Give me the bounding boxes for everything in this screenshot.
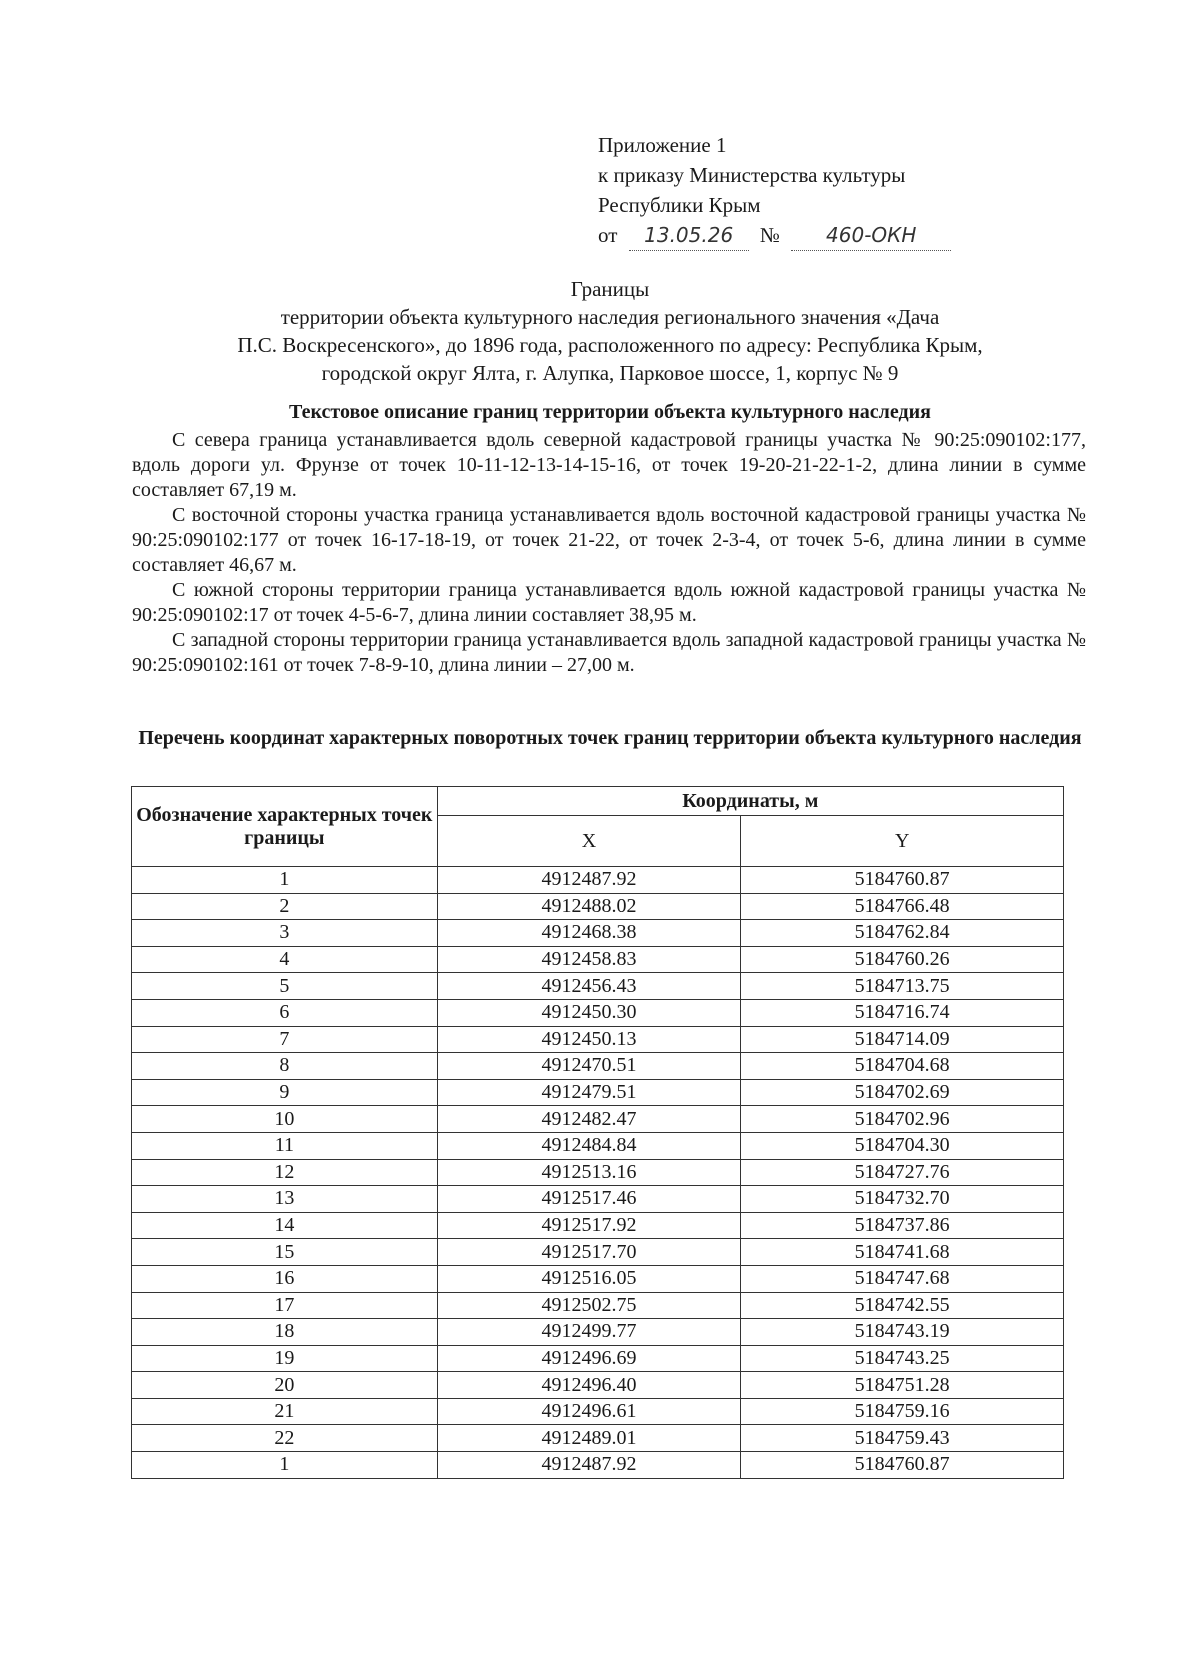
y-coordinate-cell: 5184727.76 (741, 1159, 1064, 1186)
x-coordinate-cell: 4912517.70 (437, 1239, 741, 1266)
point-cell: 16 (132, 1265, 438, 1292)
x-coordinate-cell: 4912479.51 (437, 1079, 741, 1106)
y-coordinate-cell: 5184737.86 (741, 1212, 1064, 1239)
x-coordinate-cell: 4912517.92 (437, 1212, 741, 1239)
table-row (132, 1053, 1064, 1080)
y-coordinate-cell: 5184747.68 (741, 1265, 1064, 1292)
x-coordinate-cell: 4912487.92 (437, 867, 741, 894)
x-coordinate-cell: 4912517.46 (437, 1186, 741, 1213)
y-coordinate-cell: 5184714.09 (741, 1026, 1064, 1053)
x-coordinate-cell: 4912496.69 (437, 1345, 741, 1372)
point-cell: 10 (132, 1106, 438, 1133)
y-coordinate-cell: 5184760.87 (741, 867, 1064, 894)
y-coordinate-cell: 5184716.74 (741, 999, 1064, 1026)
y-coordinate-cell: 5184751.28 (741, 1372, 1064, 1399)
title-line-1: Границы (570, 277, 650, 301)
appendix-block (598, 130, 957, 251)
table-row (132, 1186, 1064, 1213)
x-coordinate-cell: 4912499.77 (437, 1319, 741, 1346)
appendix-line-3: Республики Крым (598, 193, 761, 217)
x-coordinate-cell: 4912516.05 (437, 1265, 741, 1292)
header-y: Y (741, 816, 1064, 867)
table-row (132, 1106, 1064, 1133)
point-cell: 17 (132, 1292, 438, 1319)
x-coordinate-cell: 4912496.61 (437, 1398, 741, 1425)
table-row (132, 1452, 1064, 1479)
x-coordinate-cell: 4912458.83 (437, 946, 741, 973)
point-cell: 8 (132, 1053, 438, 1080)
appendix-date-line (598, 220, 957, 251)
x-coordinate-cell: 4912496.40 (437, 1372, 741, 1399)
y-coordinate-cell: 5184732.70 (741, 1186, 1064, 1213)
point-cell: 4 (132, 946, 438, 973)
table-row (132, 999, 1064, 1026)
table-row (132, 867, 1064, 894)
x-coordinate-cell: 4912450.13 (437, 1026, 741, 1053)
point-cell: 15 (132, 1239, 438, 1266)
point-cell: 12 (132, 1159, 438, 1186)
table-row (132, 1026, 1064, 1053)
coords-heading: Перечень координат характерных поворотных точек границ территории объекта культурного наследия (138, 727, 1082, 749)
document-title (120, 275, 1100, 387)
number-prefix: № (759, 223, 780, 247)
y-coordinate-cell: 5184759.43 (741, 1425, 1064, 1452)
point-cell: 20 (132, 1372, 438, 1399)
point-cell: 1 (132, 867, 438, 894)
order-number-handwritten: 460-ОКН (791, 220, 951, 251)
y-coordinate-cell: 5184760.87 (741, 1452, 1064, 1479)
table-row (132, 1265, 1064, 1292)
x-coordinate-cell: 4912502.75 (437, 1292, 741, 1319)
table-row (132, 920, 1064, 947)
description-text (132, 428, 1086, 678)
x-coordinate-cell: 4912450.30 (437, 999, 741, 1026)
point-cell: 7 (132, 1026, 438, 1053)
point-cell: 3 (132, 920, 438, 947)
point-cell: 9 (132, 1079, 438, 1106)
description-paragraph-west: С западной стороны территории граница устанавливается вдоль западной кадастровой границы участка № 90:25:090102:161 от точек 7-8-9-10, длина линии – 27,00 м. (132, 629, 1086, 676)
y-coordinate-cell: 5184762.84 (741, 920, 1064, 947)
appendix-line-1: Приложение 1 (598, 133, 727, 157)
table-row (132, 1319, 1064, 1346)
table-row (132, 1132, 1064, 1159)
point-cell: 19 (132, 1345, 438, 1372)
table-row (132, 1425, 1064, 1452)
table-row (132, 973, 1064, 1000)
point-cell: 2 (132, 893, 438, 920)
table-row (132, 893, 1064, 920)
x-coordinate-cell: 4912513.16 (437, 1159, 741, 1186)
point-cell: 6 (132, 999, 438, 1026)
coordinates-table-body (132, 867, 1064, 1479)
description-paragraph-north: С севера граница устанавливается вдоль северной кадастровой границы участка № 90:25:090102:177, вдоль дороги ул. Фрунзе от точек 10-11-12-13-14-15-16, от точек 19-20-21-22-1-2, длина линии в сумме составляет 67,19 м. (132, 429, 1086, 501)
order-date-handwritten: 13.05.26 (629, 220, 749, 251)
x-coordinate-cell: 4912482.47 (437, 1106, 741, 1133)
y-coordinate-cell: 5184743.25 (741, 1345, 1064, 1372)
point-cell: 5 (132, 973, 438, 1000)
table-row (132, 1345, 1064, 1372)
table-row (132, 1239, 1064, 1266)
header-coordinates: Координаты, м (437, 787, 1063, 816)
table-row (132, 1212, 1064, 1239)
point-cell: 21 (132, 1398, 438, 1425)
y-coordinate-cell: 5184713.75 (741, 973, 1064, 1000)
y-coordinate-cell: 5184702.96 (741, 1106, 1064, 1133)
header-x: X (437, 816, 741, 867)
title-line-4: городской округ Ялта, г. Алупка, Парковое шоссе, 1, корпус № 9 (321, 361, 899, 385)
appendix-line-2: к приказу Министерства культуры (598, 163, 906, 187)
point-cell: 22 (132, 1425, 438, 1452)
x-coordinate-cell: 4912456.43 (437, 973, 741, 1000)
table-row (132, 946, 1064, 973)
title-line-2: территории объекта культурного наследия регионального значения «Дача (280, 305, 940, 329)
point-cell: 13 (132, 1186, 438, 1213)
y-coordinate-cell: 5184759.16 (741, 1398, 1064, 1425)
x-coordinate-cell: 4912488.02 (437, 893, 741, 920)
header-points: Обозначение характерных точек границы (132, 787, 438, 867)
table-row (132, 1079, 1064, 1106)
date-prefix: от (598, 223, 618, 247)
y-coordinate-cell: 5184742.55 (741, 1292, 1064, 1319)
y-coordinate-cell: 5184702.69 (741, 1079, 1064, 1106)
y-coordinate-cell: 5184766.48 (741, 893, 1064, 920)
description-heading: Текстовое описание границ территории объекта культурного наследия (289, 401, 931, 423)
x-coordinate-cell: 4912470.51 (437, 1053, 741, 1080)
table-row (132, 1372, 1064, 1399)
point-cell: 1 (132, 1452, 438, 1479)
title-line-3: П.С. Воскресенского», до 1896 года, расположенного по адресу: Республика Крым, (237, 333, 983, 357)
x-coordinate-cell: 4912484.84 (437, 1132, 741, 1159)
x-coordinate-cell: 4912468.38 (437, 920, 741, 947)
y-coordinate-cell: 5184704.30 (741, 1132, 1064, 1159)
coordinates-table (131, 786, 1064, 1479)
y-coordinate-cell: 5184743.19 (741, 1319, 1064, 1346)
point-cell: 11 (132, 1132, 438, 1159)
table-row (132, 1292, 1064, 1319)
y-coordinate-cell: 5184704.68 (741, 1053, 1064, 1080)
point-cell: 14 (132, 1212, 438, 1239)
point-cell: 18 (132, 1319, 438, 1346)
description-paragraph-south: С южной стороны территории граница устанавливается вдоль южной кадастровой границы участка № 90:25:090102:17 от точек 4-5-6-7, длина линии составляет 38,95 м. (132, 579, 1086, 626)
x-coordinate-cell: 4912487.92 (437, 1452, 741, 1479)
x-coordinate-cell: 4912489.01 (437, 1425, 741, 1452)
table-row (132, 1398, 1064, 1425)
y-coordinate-cell: 5184741.68 (741, 1239, 1064, 1266)
table-row (132, 1159, 1064, 1186)
description-paragraph-east: С восточной стороны участка граница устанавливается вдоль восточной кадастровой границы участка № 90:25:090102:177 от точек 16-17-18-19, от точек 21-22, от точек 2-3-4, от точек 5-6, длина линии в сумме составляет 46,67 м. (132, 504, 1086, 576)
y-coordinate-cell: 5184760.26 (741, 946, 1064, 973)
